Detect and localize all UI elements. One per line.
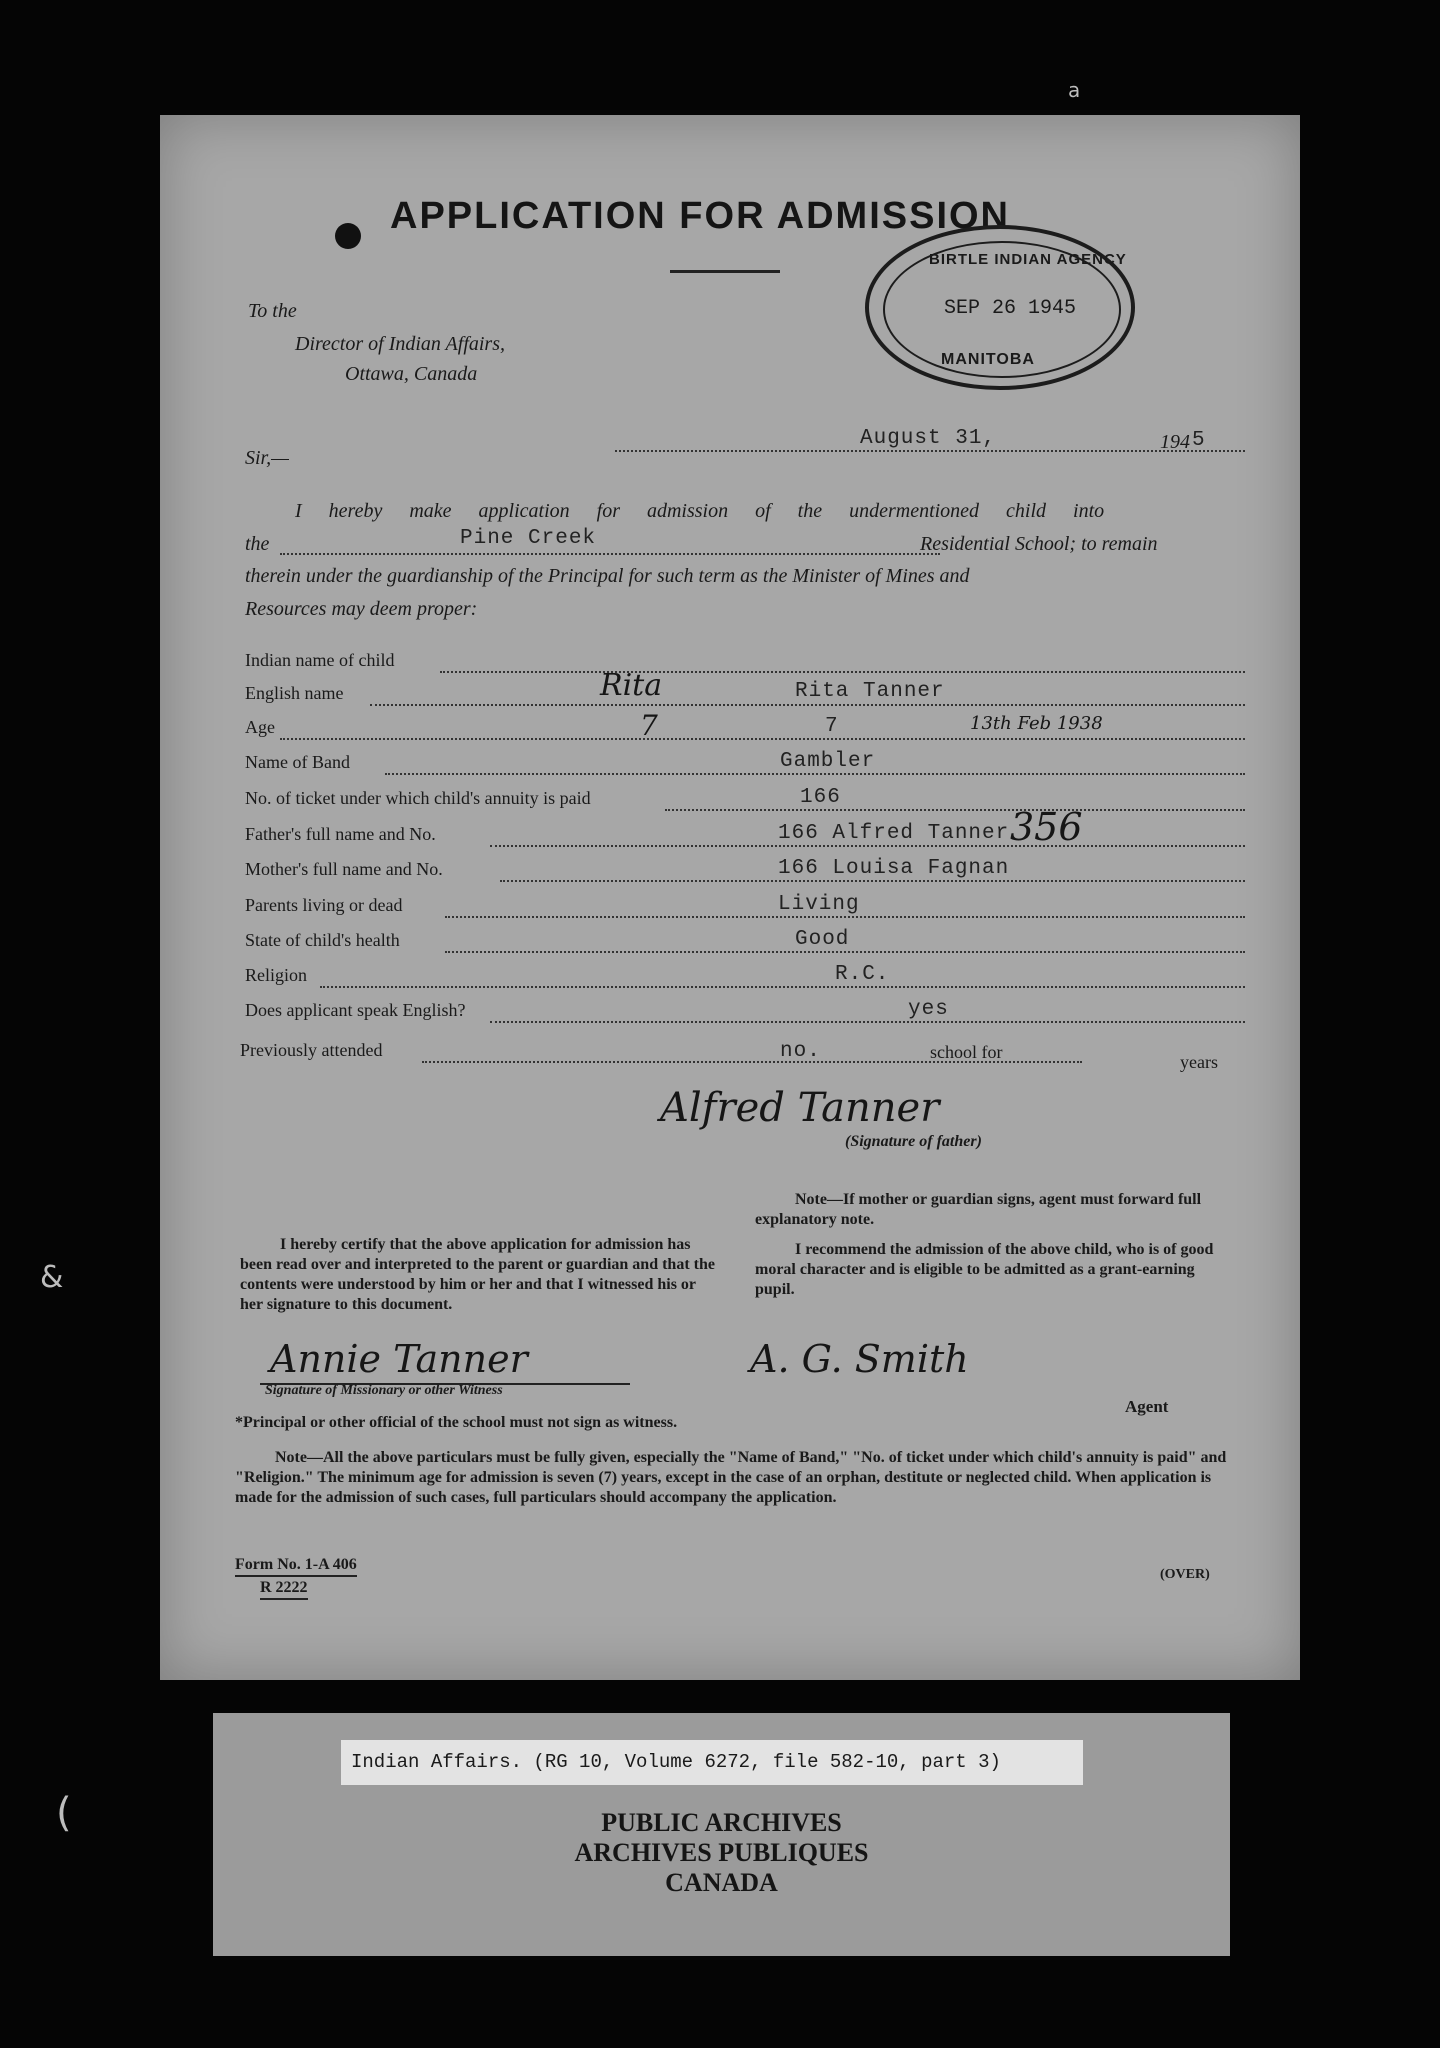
previously-label: Previously attended [240,1040,383,1060]
film-speck: & [40,1260,64,1295]
years-label: years [1180,1052,1218,1072]
school-name: Pine Creek [460,527,597,550]
note-mother-guardian: Note—If mother or guardian signs, agent must forward full explanatory note. [755,1191,1202,1228]
previously-value: no. [780,1040,821,1063]
handwritten-birthdate: 13th Feb 1938 [970,713,1103,734]
handwritten-name: Rita [600,668,663,703]
field-label: Mother's full name and No. [245,859,443,879]
addressee-line: To the [248,300,297,322]
film-speck: a [1068,78,1081,102]
year-digit: 5 [1192,429,1206,452]
intro-line: I hereby make application for admission of the undermentioned child into [295,500,1105,522]
field-label: Does applicant speak English? [245,1000,466,1020]
application-date: August 31, [860,427,997,450]
school-for-label: school for [930,1042,1003,1062]
field-label: No. of ticket under which child's annuity is paid [245,788,591,808]
agency-stamp [865,225,1135,390]
field-value: R.C. [835,963,890,986]
witness-signature: Annie Tanner [270,1337,528,1381]
principal-note: *Principal or other official of the school must not sign as witness. [235,1414,678,1431]
field-label: Indian name of child [245,650,395,670]
father-signature-caption: (Signature of father) [845,1133,982,1150]
field-label: Religion [245,965,307,985]
archive-name-en: PUBLIC ARCHIVES [601,1808,842,1837]
field-value: 7 [825,715,839,738]
field-value: 166 Alfred Tanner [778,822,1010,845]
handwritten-age: 7 [640,709,658,742]
over-label: (OVER) [1160,1567,1210,1582]
addressee-line: Director of Indian Affairs, [295,333,505,355]
film-speck: ( [56,1790,72,1836]
field-label: Parents living or dead [245,895,403,915]
year-prefix: 194 [1160,431,1190,453]
handwritten-number: 356 [1010,805,1083,849]
title-rule [670,270,780,273]
punch-hole-mark [335,223,361,249]
intro-line: Resources may deem proper: [245,598,478,620]
field-label: Age [245,717,275,737]
agent-signature: A. G. Smith [750,1337,969,1381]
stamp-province: MANITOBA [941,351,1035,368]
intro-the: the [245,533,270,555]
field-label: Name of Band [245,752,350,772]
field-value: Good [795,928,850,951]
field-value: 166 [800,786,841,809]
application-form [160,115,1300,1680]
archive-reference: Indian Affairs. (RG 10, Volume 6272, file 582-10, part 3) [341,1740,1083,1785]
intro-line: therein under the guardianship of the Principal for such term as the Minister of Mines and [245,565,970,587]
archive-country: CANADA [665,1868,778,1897]
form-title: APPLICATION FOR ADMISSION [390,195,1010,237]
field-label: Father's full name and No. [245,824,436,844]
agent-label: Agent [1125,1397,1169,1416]
field-value: Rita Tanner [795,680,945,703]
intro-line: Residential School; to remain [920,533,1158,555]
recommend-text: I recommend the admission of the above child, who is of good moral character and is eligible to be admitted as a grant-earning pupil. [755,1241,1214,1298]
field-label: English name [245,683,344,703]
field-value: yes [908,998,949,1021]
stamp-agency: BIRTLE INDIAN AGENCY [929,251,1127,268]
field-value: Living [778,893,860,916]
field-value: Gambler [780,750,876,773]
field-value: 166 Louisa Fagnan [778,857,1010,880]
archive-label [213,1713,1230,1956]
father-signature: Alfred Tanner [660,1085,940,1131]
form-number: Form No. 1-A 406 [235,1555,357,1577]
note-particulars: Note—All the above particulars must be fully given, especially the "Name of Band," "No. of ticket under which child's annuity is paid" and "Religion." The minimum age for admission is seven (7) years, except in the case of an orphan, destitute or neglected child. When application is made for the admission of such cases, full particulars should accompany the application. [235,1449,1227,1506]
stamp-date: SEP 26 1945 [944,297,1077,320]
addressee-line: Ottawa, Canada [345,363,478,385]
archive-name-fr: ARCHIVES PUBLIQUES [574,1838,869,1867]
certify-text: I hereby certify that the above application for admission has been read over and interpreted to the parent or guardian and that the contents were understood by him or her and that I witnessed his or her signature to this document. [240,1236,715,1313]
field-label: State of child's health [245,930,400,950]
salutation: Sir,— [245,447,289,469]
form-r-number: R 2222 [260,1578,308,1600]
witness-caption: Signature of Missionary or other Witness [265,1383,503,1398]
